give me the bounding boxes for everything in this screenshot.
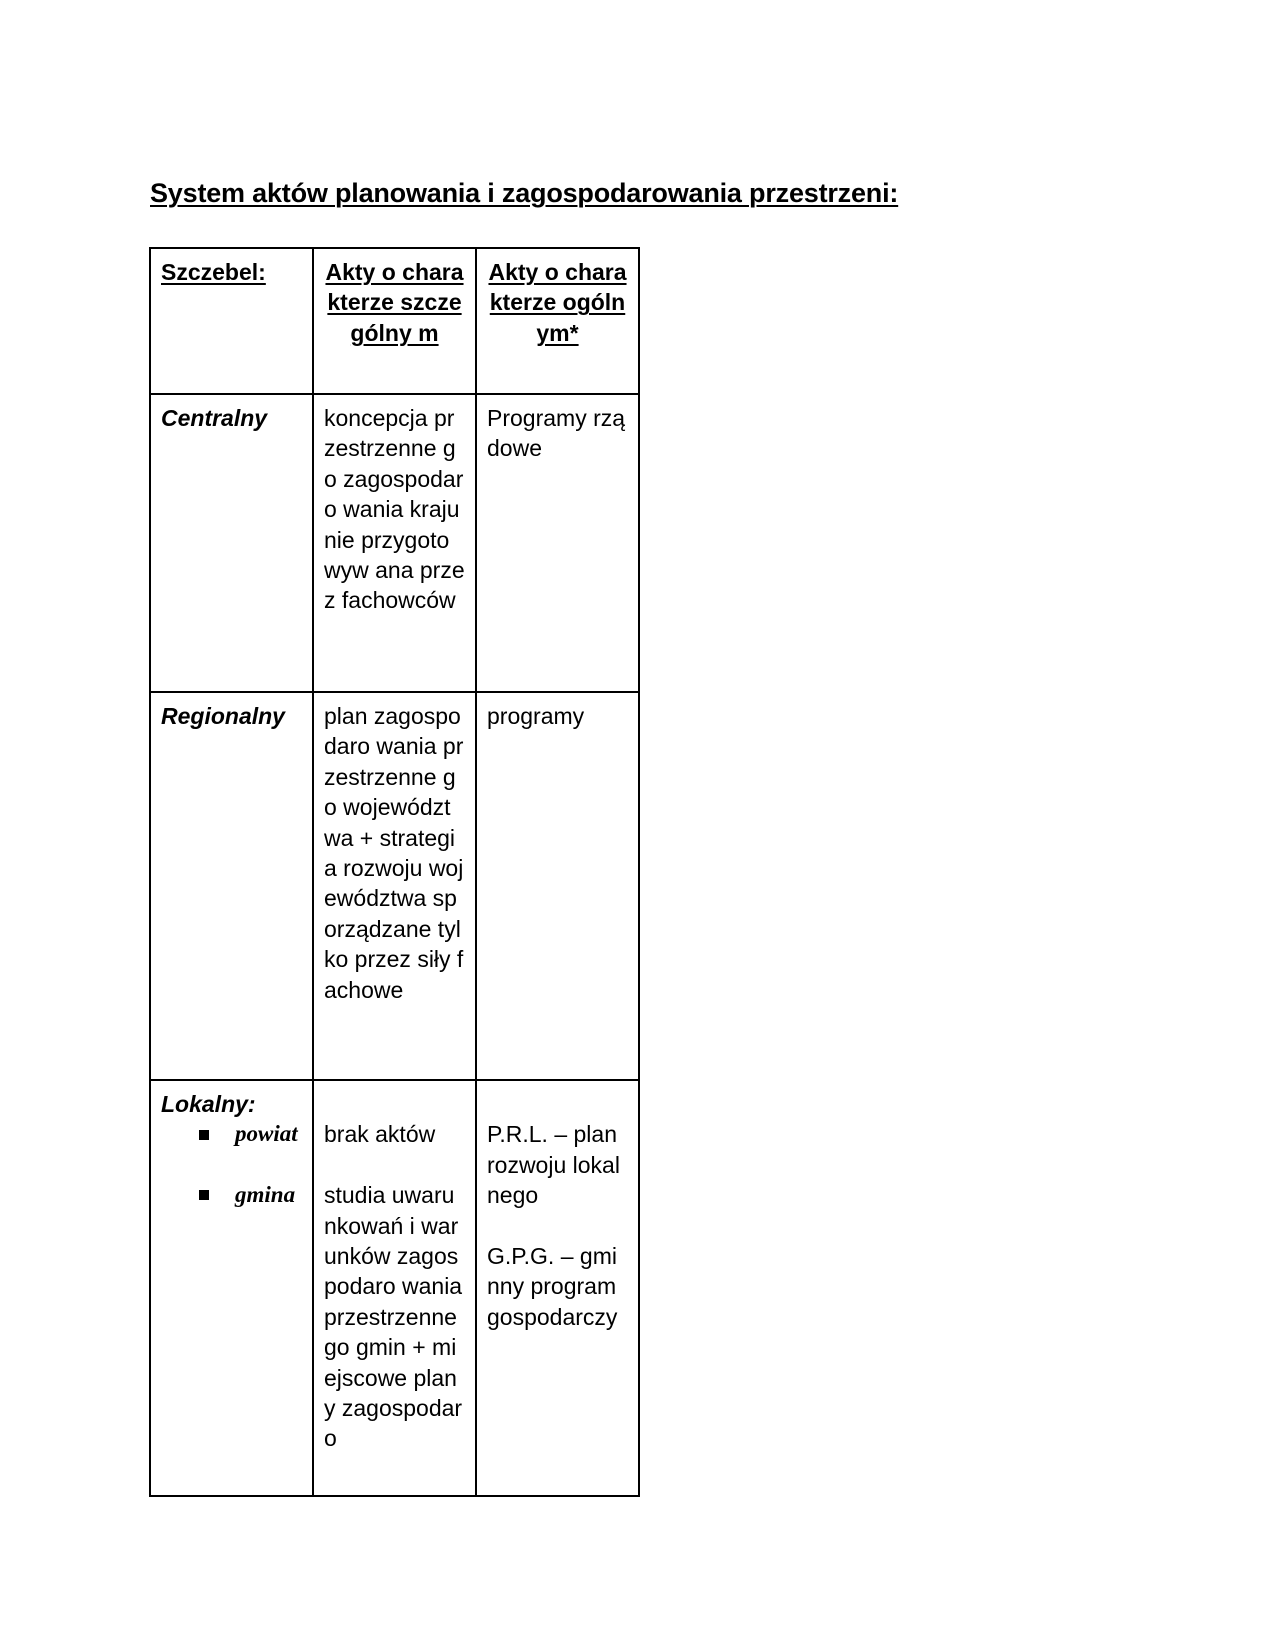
- level-regional: Regionalny: [150, 692, 313, 1080]
- table-header-row: [150, 248, 639, 394]
- subunit-powiat: powiat: [235, 1121, 298, 1147]
- header-general-acts: Akty o charakterze ogólnym*: [476, 248, 639, 394]
- page-title: System aktów planowania i zagospodarowania przestrzeni:: [150, 178, 899, 208]
- local-general-acts: [476, 1080, 639, 1496]
- list-item: [199, 1119, 302, 1149]
- level-local: Lokalny:: [161, 1091, 256, 1117]
- central-general-acts: Programy rządowe: [476, 394, 639, 692]
- gmina-specific-acts: studia uwarunkowań i warunków zagospodaro wania przestrzenne go gmin + miejscowe plany zagospodaro: [324, 1182, 463, 1452]
- table-row: [150, 394, 639, 692]
- subunit-gmina: gmina: [235, 1182, 296, 1208]
- list-item: [199, 1180, 302, 1210]
- header-level: Szczebel:: [150, 248, 313, 394]
- gpg-general-act: G.P.G. – gminny program gospodarczy: [487, 1243, 618, 1330]
- local-specific-acts: [313, 1080, 476, 1496]
- level-central: Centralny: [150, 394, 313, 692]
- table-row: [150, 692, 639, 1080]
- local-subunit-list: [161, 1119, 302, 1210]
- level-local-cell: [150, 1080, 313, 1496]
- planning-acts-table: [149, 247, 640, 1497]
- header-specific-acts: Akty o charakterze szczególny m: [313, 248, 476, 394]
- table-row: [150, 1080, 639, 1496]
- central-specific-acts: koncepcja przestrzenne go zagospodaro wania kraju nie przygotowyw ana przez fachowców: [313, 394, 476, 692]
- prl-general-act: P.R.L. – plan rozwoju lokalnego: [487, 1121, 620, 1209]
- square-bullet-icon: [199, 1190, 209, 1200]
- powiat-specific-acts: brak aktów: [324, 1121, 436, 1148]
- regional-specific-acts: plan zagospodaro wania przestrzenne go województwa + strategia rozwoju województwa sporządzane tylko przez siły fachowe: [313, 692, 476, 1080]
- regional-general-acts: programy: [476, 692, 639, 1080]
- square-bullet-icon: [199, 1130, 209, 1140]
